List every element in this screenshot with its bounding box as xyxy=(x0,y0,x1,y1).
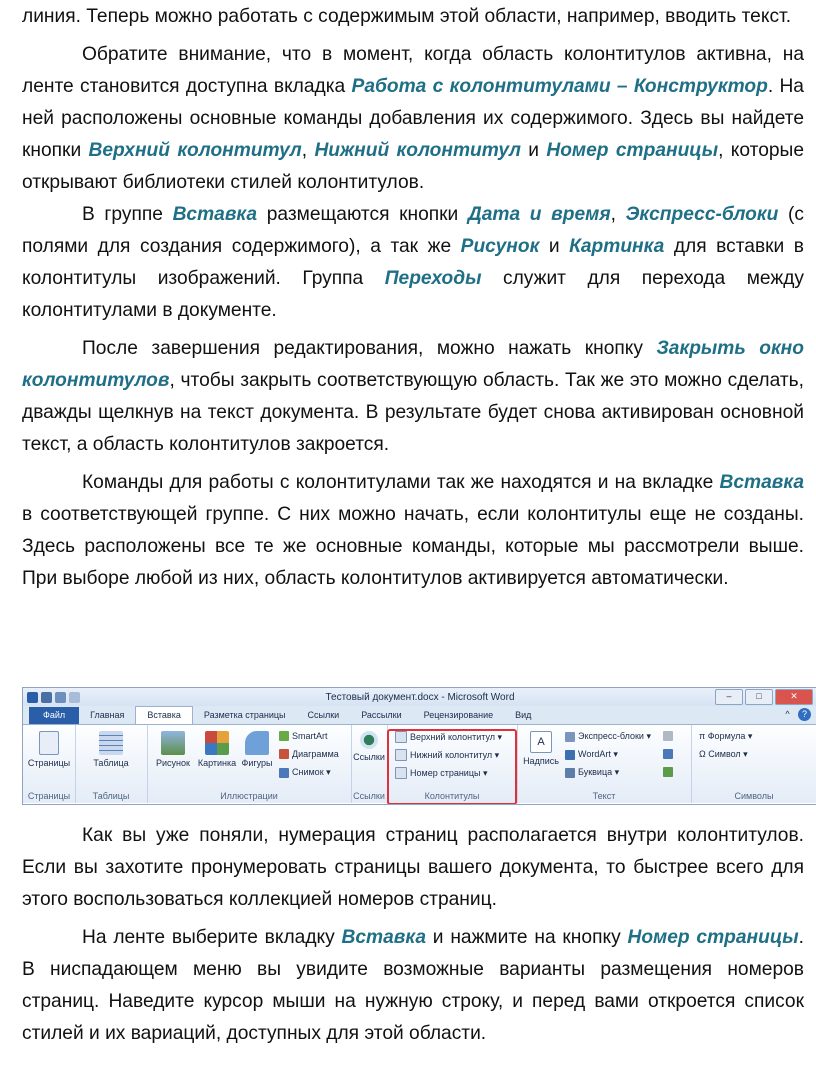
dropcap-label: Буквица ▾ xyxy=(578,767,620,777)
paragraph-6 xyxy=(22,820,804,916)
group-symbols xyxy=(691,725,816,803)
highlight-term: Вставка xyxy=(719,472,804,493)
object-icon xyxy=(663,767,673,777)
text: , xyxy=(610,204,626,225)
text: После завершения редактирования, можно нажать кнопку xyxy=(82,338,657,359)
group-text xyxy=(517,725,692,803)
text: На ленте выберите вкладку xyxy=(82,927,342,948)
tab-mailings[interactable]: Рассылки xyxy=(361,710,402,720)
pages-button[interactable] xyxy=(27,731,71,768)
close-icon[interactable]: ✕ xyxy=(775,689,813,705)
header-label: Верхний колонтитул ▾ xyxy=(410,731,503,742)
tab-home[interactable]: Главная xyxy=(90,710,125,720)
text: Команды для работы с колонтитулами так же находятся и на вкладке xyxy=(82,472,720,493)
smartart-icon xyxy=(279,731,289,741)
page-number-label: Номер страницы ▾ xyxy=(410,767,488,778)
paragraph-1 xyxy=(22,1,804,33)
text: размещаются кнопки xyxy=(257,204,468,225)
highlight-term: Рисунок xyxy=(460,236,540,257)
equation-label: π Формула ▾ xyxy=(699,731,753,741)
window-controls xyxy=(715,689,813,705)
paragraph-7 xyxy=(22,922,804,1050)
highlight-term: Нижний колонтитул xyxy=(314,140,521,161)
highlight-term: Переходы xyxy=(384,268,482,289)
text: . На ней расположены основные команды добавления их содержимого. Здесь вы найдете кнопки xyxy=(22,76,804,161)
text: , которые открывают библиотеки стилей колонтитулов. xyxy=(22,140,805,193)
text: Как вы уже поняли, нумерация страниц располагается внутри колонтитулов. Если вы захотите пронумеровать страницы вашего документа, то быстрее всего для этого воспользоваться коллекцией номеров страниц. xyxy=(22,825,804,910)
shapes-icon xyxy=(245,731,269,755)
highlight-frame xyxy=(387,729,517,805)
smartart-label: SmartArt xyxy=(292,731,328,741)
pages-icon xyxy=(39,731,59,755)
text: В группе xyxy=(82,204,173,225)
group-label-links: Ссылки xyxy=(353,791,385,801)
window-title: Тестовый документ.docx - Microsoft Word xyxy=(325,691,515,703)
paragraph-4 xyxy=(22,333,804,461)
text: и xyxy=(520,140,547,161)
chart-icon xyxy=(279,749,289,759)
paragraph-5 xyxy=(22,467,804,595)
group-label-illustrations: Иллюстрации xyxy=(220,791,278,801)
tab-file[interactable]: Файл xyxy=(29,707,79,724)
text: линия. Теперь можно работать с содержимым этой области, например, вводить текст. xyxy=(22,6,792,27)
links-label: Ссылки xyxy=(353,752,385,762)
tab-references[interactable]: Ссылки xyxy=(307,710,340,720)
dropcap-icon xyxy=(565,768,575,778)
collapse-ribbon-icon[interactable]: ^ xyxy=(785,709,790,719)
clipart-button[interactable] xyxy=(195,731,239,768)
help-icon[interactable]: ? xyxy=(798,708,811,721)
group-label-tables: Таблицы xyxy=(92,791,130,801)
links-button[interactable] xyxy=(353,731,385,762)
highlight-term: Экспресс-блоки xyxy=(625,204,779,225)
highlight-term: Закрыть окно колонтитулов xyxy=(22,338,804,391)
signature-line-button[interactable] xyxy=(663,731,673,741)
group-label-symbols: Символы xyxy=(734,791,774,801)
textbox-button[interactable] xyxy=(521,731,561,766)
tab-page-layout[interactable]: Разметка страницы xyxy=(203,710,286,720)
equation-button[interactable] xyxy=(699,731,752,742)
highlight-term: Дата и время xyxy=(467,204,611,225)
date-time-button[interactable] xyxy=(663,749,673,759)
object-button[interactable] xyxy=(663,767,673,777)
table-icon xyxy=(99,731,123,755)
wordart-icon xyxy=(565,750,575,760)
snapshot-label: Снимок ▾ xyxy=(292,767,331,777)
group-illustrations xyxy=(147,725,352,803)
clipart-label: Картинка xyxy=(197,758,237,768)
chart-button[interactable] xyxy=(279,749,339,759)
shapes-label: Фигуры xyxy=(241,758,273,768)
text: и нажмите на кнопку xyxy=(426,927,628,948)
group-tables xyxy=(75,725,148,803)
chart-label: Диаграмма xyxy=(292,749,339,759)
footer-label: Нижний колонтитул ▾ xyxy=(410,749,500,760)
text: , xyxy=(301,140,315,161)
highlight-term: Картинка xyxy=(569,236,665,257)
text: и xyxy=(539,236,570,257)
shapes-button[interactable] xyxy=(237,731,277,768)
highlight-term: Верхний колонтитул xyxy=(88,140,302,161)
text: (с полями для создания содержимого), а так же xyxy=(22,204,804,257)
calendar-icon xyxy=(663,749,673,759)
pages-label: Страницы xyxy=(27,758,71,768)
text: для вставки в колонтитулы изображений. Группа xyxy=(22,236,804,289)
title-bar xyxy=(23,688,816,706)
highlight-term: Номер страницы xyxy=(627,927,799,948)
snapshot-icon xyxy=(279,768,289,778)
tab-insert[interactable]: Вставка xyxy=(135,706,192,724)
textbox-icon: A xyxy=(530,731,552,753)
text: в соответствующей группе. С них можно начать, если колонтитулы еще не созданы. Здесь расположены все те же основные команды, которые мы рассмотрели выше. При выборе любой из них, область колонтитулов активируется автоматически. xyxy=(22,504,804,589)
text: Обратите внимание, что в момент, когда область колонтитулов активна, на ленте становится доступна вкладка xyxy=(22,44,804,97)
ribbon-tabs xyxy=(23,706,816,725)
dropcap-button[interactable] xyxy=(565,767,619,778)
text: . В ниспадающем меню вы увидите возможные варианты размещения номеров страниц. Наведите курсор мыши на нужную строку, и перед вами откроется список стилей и их вариаций, доступных для этой области. xyxy=(22,927,804,1044)
signature-icon xyxy=(663,731,673,741)
quick-parts-icon xyxy=(565,732,575,742)
word-ribbon-screenshot xyxy=(22,687,816,805)
textbox-label: Надпись xyxy=(523,756,559,766)
ribbon-help xyxy=(781,708,811,721)
group-label-headers: Колонтитулы xyxy=(424,791,480,801)
group-label-pages: Страницы xyxy=(27,791,71,801)
highlight-term: Работа с колонтитулами – Конструктор xyxy=(351,76,768,97)
tab-review[interactable]: Рецензирование xyxy=(423,710,494,720)
minimize-icon[interactable]: – xyxy=(715,689,743,705)
picture-button[interactable] xyxy=(151,731,195,768)
maximize-icon[interactable]: □ xyxy=(745,689,773,705)
table-button[interactable] xyxy=(85,731,137,768)
text: , чтобы закрыть соответствующую область. Так же это можно сделать, дважды щелкнув на текст документа. В результате будет снова активирован основной текст, а область колонтитулов закроется. xyxy=(22,370,804,455)
document-body xyxy=(22,0,804,595)
text: служит для перехода между колонтитулами в документе. xyxy=(22,268,804,321)
clipart-icon xyxy=(205,731,229,755)
symbol-label: Ω Символ ▾ xyxy=(699,749,748,759)
tab-view[interactable]: Вид xyxy=(515,710,532,720)
paragraph-3 xyxy=(22,199,804,327)
quick-parts-button[interactable] xyxy=(565,731,651,742)
symbol-button[interactable] xyxy=(699,749,748,760)
highlight-term: Вставка xyxy=(341,927,427,948)
wordart-button[interactable] xyxy=(565,749,618,760)
group-label-text: Текст xyxy=(592,791,616,801)
paragraph-2 xyxy=(22,39,804,199)
table-label: Таблица xyxy=(93,758,129,768)
highlight-term: Вставка xyxy=(172,204,258,225)
quick-parts-label: Экспресс-блоки ▾ xyxy=(578,731,651,741)
links-icon xyxy=(360,731,378,749)
smartart-button[interactable] xyxy=(279,731,328,741)
document-body-lower xyxy=(22,820,804,1050)
wordart-label: WordArt ▾ xyxy=(578,749,618,759)
picture-icon xyxy=(161,731,185,755)
highlight-term: Номер страницы xyxy=(546,140,719,161)
snapshot-button[interactable] xyxy=(279,767,331,778)
picture-label: Рисунок xyxy=(156,758,190,768)
